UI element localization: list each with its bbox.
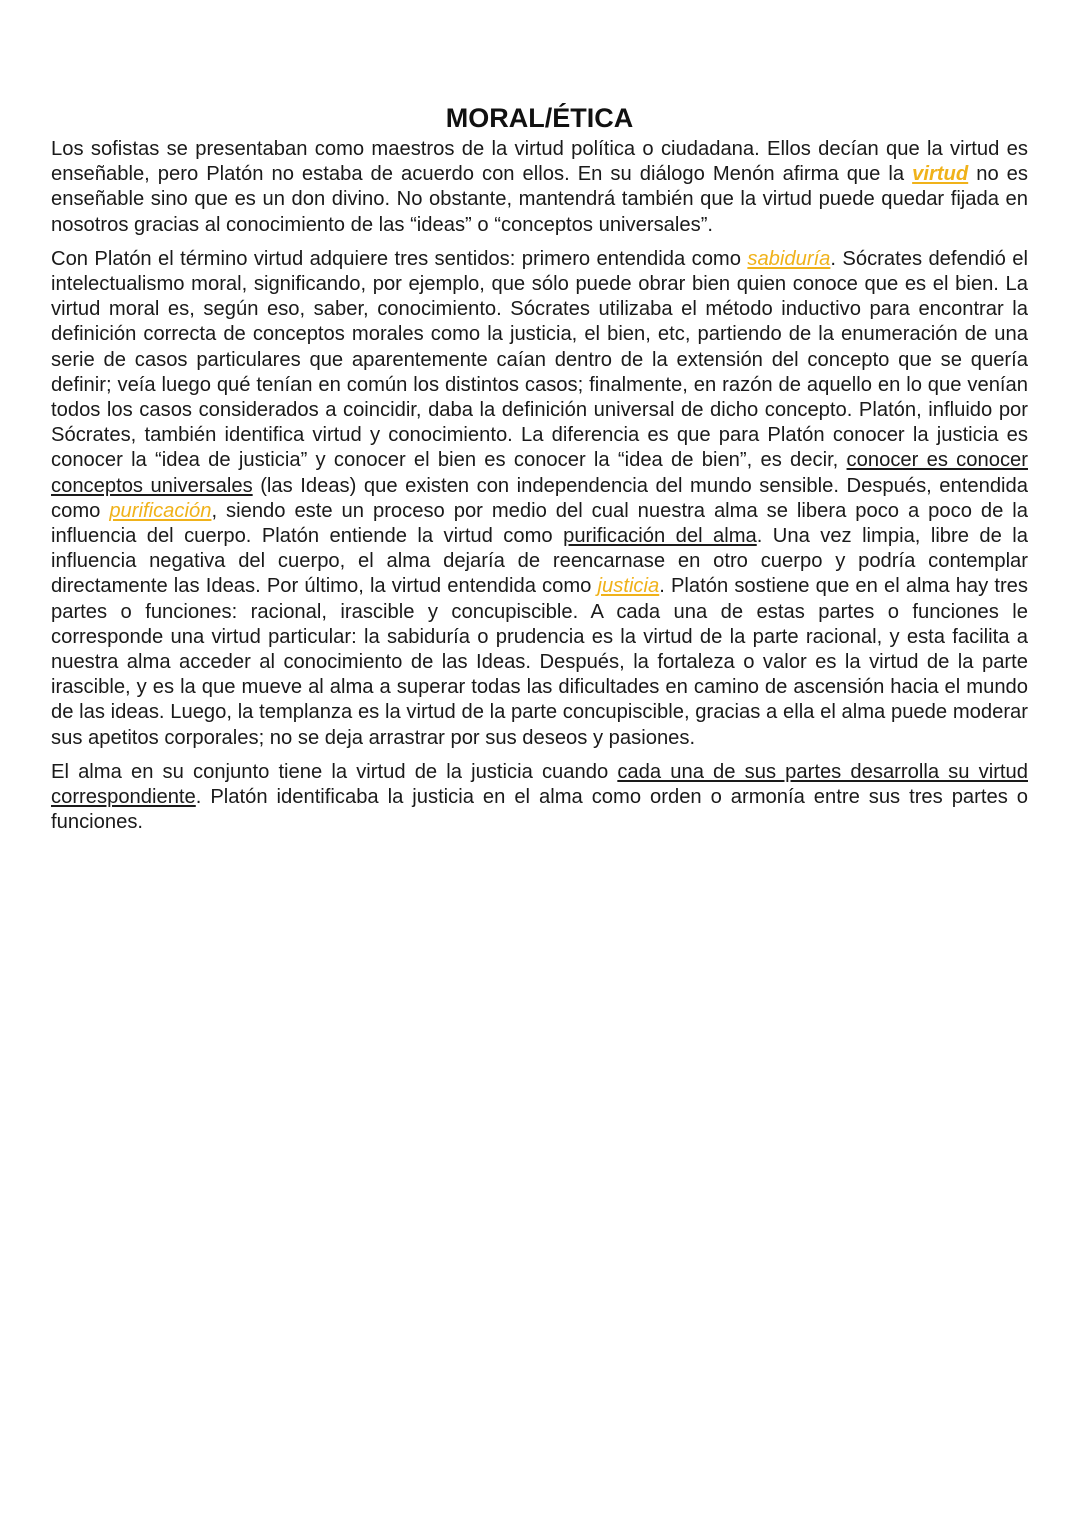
- highlight-purificacion: purificación: [109, 499, 212, 522]
- paragraph-justicia-alma: [51, 760, 1028, 836]
- highlight-justicia: justicia: [597, 575, 660, 598]
- paragraph-sofistas: [51, 137, 1028, 238]
- underline-cada-parte: cada una de sus partes desarrolla su virtud correspondiente: [51, 760, 1028, 809]
- p2-text-f: . Platón sostiene que en el alma hay tres partes o funciones: racional, irascible y concupiscible. A cada una de estas partes o funciones le corresponde una virtud particular: la sabiduría o prudencia es la virtud de la parte racional, y esta facilita a nuestra alma acceder al conocimiento de las Ideas. Después, la fortaleza o valor es la virtud de la parte irascible, y es la que mueve al alma a superar todas las dificultades en camino de ascensión hacia el mundo de las ideas. Luego, la templanza es la virtud de la parte concupiscible, gracias a ella el alma puede moderar sus apetitos corporales; no se deja arrastrar por sus deseos y pasiones.: [51, 575, 1029, 749]
- p1-text-b: no es enseñable sino que es un don divino. No obstante, mantendrá también que la virtud puede quedar fijada en nosotros gracias al conocimiento de las “ideas” o “conceptos universales”.: [51, 163, 1029, 236]
- highlight-sabiduria: sabiduría: [747, 247, 831, 270]
- page-title: MORAL/ÉTICA: [445, 103, 634, 133]
- p3-text-a: El alma en su conjunto tiene la virtud de la justicia cuando: [51, 760, 618, 783]
- document-page: [51, 100, 1028, 844]
- p2-text-d: , siendo este un proceso por medio del cual nuestra alma se libera poco a poco de la influencia del cuerpo. Platón entiende la virtud como: [51, 499, 1028, 548]
- paragraph-sentidos-virtud: [51, 247, 1028, 751]
- underline-conocer-conceptos: conocer es conocer conceptos universales: [51, 449, 1028, 497]
- p3-text-b: . Platón identificaba la justicia en el alma como orden o armonía entre sus tres partes o funciones.: [51, 786, 1028, 834]
- p2-text-c: (las Ideas) que existen con independencia del mundo sensible. Después, entendida como: [51, 474, 1028, 522]
- p2-text-a: Con Platón el término virtud adquiere tres sentidos: primero entendida como: [51, 247, 748, 270]
- p2-text-e: . Una vez limpia, libre de la influencia negativa del cuerpo, el alma dejaría de reencarnase en otro cuerpo y podría contemplar directamente las Ideas. Por último, la virtud entendida como: [51, 525, 1028, 598]
- p1-text-a: Los sofistas se presentaban como maestros de la virtud política o ciudadana. Ellos decían que la virtud es enseñable, pero Platón no estaba de acuerdo con ellos. En su diálogo Menón afirma que la: [51, 138, 1028, 186]
- underline-purificacion-alma: purificación del alma: [563, 525, 757, 548]
- p2-text-b: . Sócrates defendió el intelectualismo moral, significando, por ejemplo, que sólo puede obrar bien quien conoce que es el bien. La virtud moral es, según eso, saber, conocimiento. Sócrates utilizaba el método inductivo para encontrar la definición correcta de conceptos morales como la justicia, el bien, etc, partiendo de la enumeración de una serie de casos particulares que aparentemente caían dentro de la extensión del concepto que se quería definir; veía luego qué tenían en común los distintos casos; finalmente, en razón de aquello en lo que venían todos los casos considerados a coincidir, daba la definición universal de dicho concepto. Platón, influido por Sócrates, también identifica virtud y conocimiento. La diferencia es que para Platón conocer la justicia es conocer la “idea de justicia” y conocer el bien es conocer la “idea de bien”, es decir,: [51, 247, 1028, 472]
- highlight-virtud: virtud: [912, 163, 969, 186]
